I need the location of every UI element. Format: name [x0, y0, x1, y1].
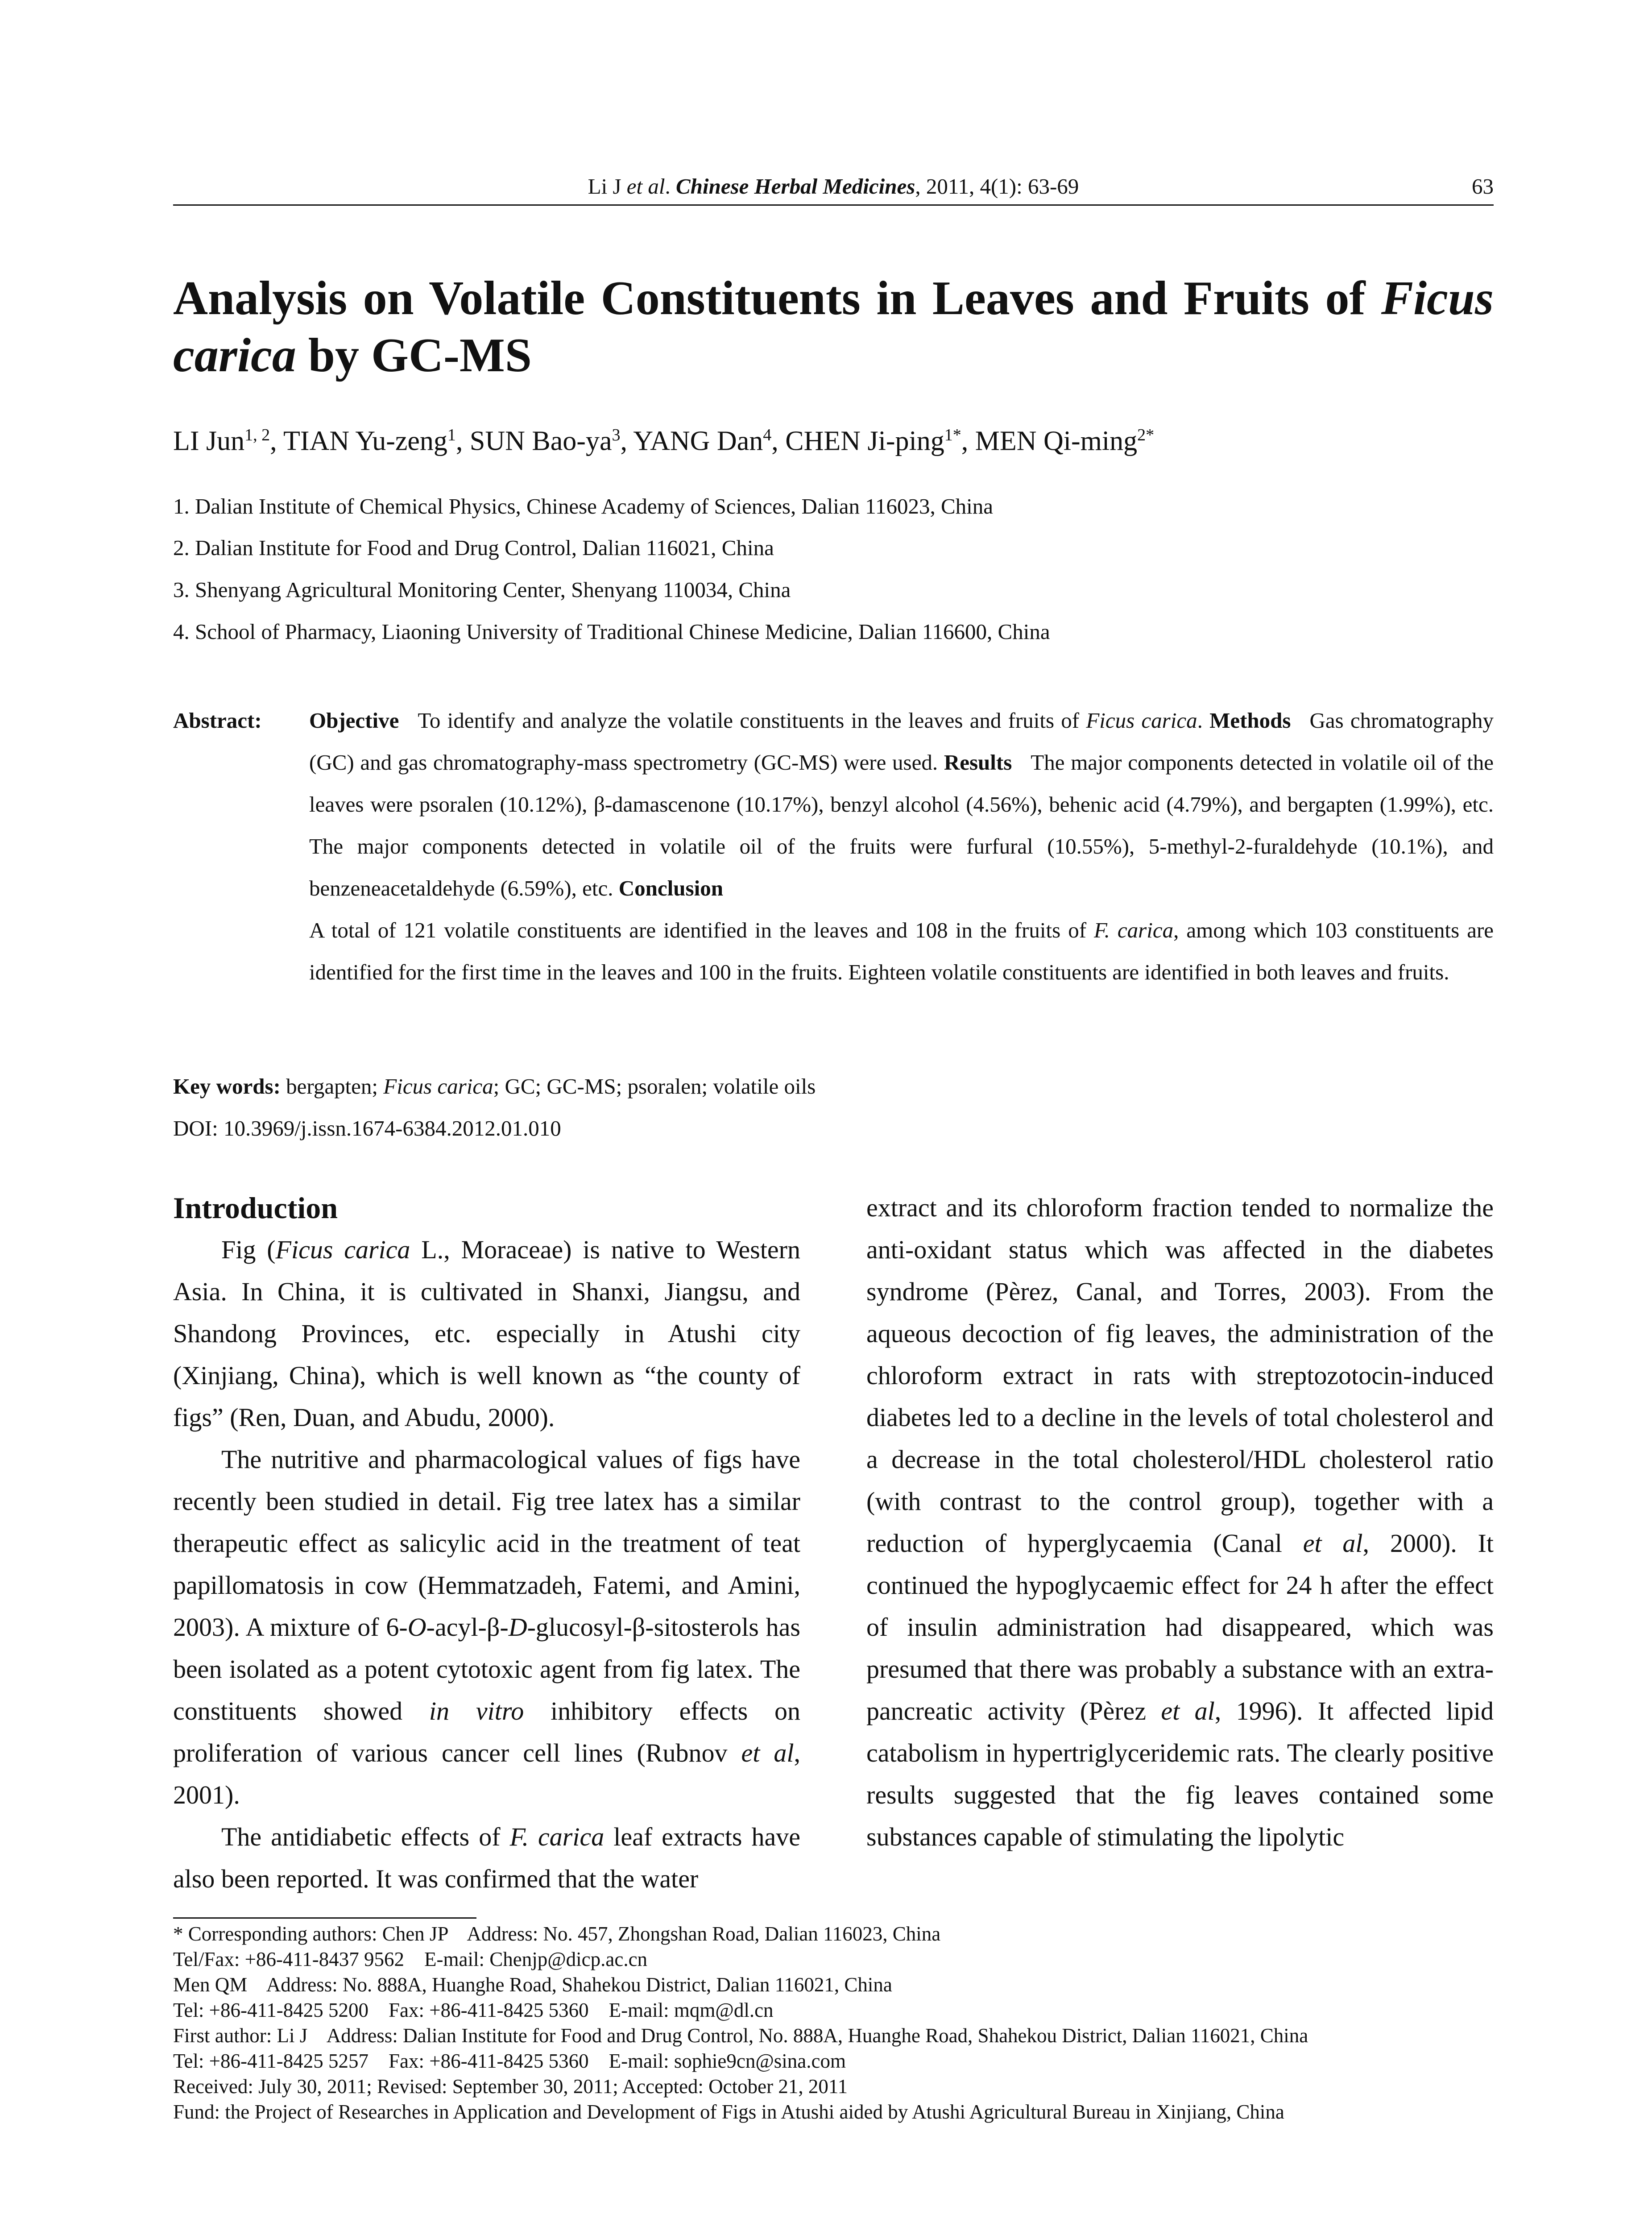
running-head — [173, 173, 1494, 200]
abstract-label: Abstract: — [173, 708, 262, 733]
affiliation-3: 3. Shenyang Agricultural Monitoring Center, Shenyang 110034, China — [173, 577, 791, 602]
italic-run: et al — [1161, 1696, 1215, 1725]
title-text-1: Analysis on Volatile Constituents in Leaves and Fruits of — [173, 272, 1381, 325]
footnotes — [173, 1921, 1494, 2125]
conclusion-text-1: A total of 121 volatile constituents are identified in the leaves and 108 in the fruits of — [309, 918, 1094, 942]
article-title — [173, 270, 1494, 384]
footnote-rule — [173, 1917, 476, 1919]
introduction-heading: Introduction — [173, 1191, 338, 1225]
intro-paragraph-1 — [173, 1229, 800, 1439]
footnote-line: Fund: the Project of Researches in Application and Development of Figs in Atushi aided by Atushi Agricultural Bureau in Xinjiang, China — [173, 2101, 1284, 2123]
author-affil-sup: 3 — [612, 426, 621, 444]
keywords-species: Ficus carica — [383, 1074, 493, 1099]
author-affil-sup: 2* — [1137, 426, 1155, 444]
left-column — [173, 1229, 800, 1900]
intro-paragraph-2 — [173, 1439, 800, 1816]
author-affil-sup: 1 — [447, 426, 456, 444]
text-run: , 2000). It continued the hypoglycaemic effect for 24 h after the effect of insulin administration had disappeared, which was presumed that there was probably a substance with an extra-pancreatic activity (Pèrez — [866, 1529, 1494, 1725]
affiliation-1: 1. Dalian Institute of Chemical Physics, Chinese Academy of Sciences, Dalian 116023, China — [173, 494, 994, 518]
running-head-etal: et al — [626, 174, 665, 199]
text-run: -acyl-β- — [426, 1613, 509, 1642]
author-affil-sup: 4 — [763, 426, 772, 444]
affiliation-2: 2. Dalian Institute for Food and Drug Control, Dalian 116021, China — [173, 535, 774, 560]
italic-run: et al — [1303, 1529, 1363, 1558]
author-name: CHEN Ji-ping — [785, 426, 944, 456]
results-text: The major components detected in volatile oil of the leaves were psoralen (10.12%), β-damascenone (10.17%), benzyl alcohol (4.56%), behenic acid (4.79%), and bergapten (1.99%), etc. The major components detected in volatile oil of the fruits were furfural (10.55%), 5-methyl-2-furaldehyde (10.1%), and benzeneacetaldehyde (6.59%), etc. — [309, 750, 1494, 900]
text-run: L., Moraceae) is native to Western Asia. In China, it is cultivated in Shanxi, Jiangsu, and Shandong Provinces, etc. especially in Atushi city (Xinjiang, China), which is well known as “the county of figs” (Ren, Duan, and Abudu, 2000). — [173, 1235, 800, 1432]
text-run: Fig ( — [221, 1235, 276, 1264]
title-italic-species: Ficus carica — [173, 272, 1494, 382]
results-label: Results — [944, 750, 1012, 775]
keywords — [173, 1071, 1494, 1102]
keywords-text-2: ; GC; GC-MS; psoralen; volatile oils — [493, 1074, 816, 1099]
conclusion-species: F. carica — [1094, 918, 1174, 942]
abstract-body — [309, 700, 1494, 993]
page-number: 63 — [1472, 174, 1494, 199]
methods-label: Methods — [1209, 708, 1291, 733]
doi: DOI: 10.3969/j.issn.1674-6384.2012.01.010 — [173, 1116, 561, 1140]
text-run: , 2001). — [173, 1738, 800, 1809]
running-head-author: Li J — [588, 174, 627, 199]
keywords-text-1: bergapten; — [280, 1074, 384, 1099]
keywords-label: Key words: — [173, 1074, 281, 1099]
author-affil-sup: 1, 2 — [244, 426, 270, 444]
intro-paragraph-3 — [173, 1816, 800, 1900]
italic-run: F. carica — [509, 1822, 604, 1851]
running-head-citation: , 2011, 4(1): 63-69 — [915, 174, 1079, 199]
author-name: TIAN Yu-zeng — [283, 426, 447, 456]
footnote-line: First author: Li J Address: Dalian Institute for Food and Drug Control, No. 888A, Huanghe Road, Shahekou District, Dalian 116021, China — [173, 2024, 1308, 2047]
text-run: , 1996). It affected lipid catabolism in hypertriglyceridemic rats. The clearly positive results suggested that the fig leaves contained some substances capable of stimulating the lipolytic — [866, 1696, 1494, 1851]
footnote-line: Tel/Fax: +86-411-8437 9562 E-mail: Chenjp@dicp.ac.cn — [173, 1948, 648, 1970]
text-run: inhibitory effects on proliferation of various cancer cell lines (Rubnov — [173, 1696, 800, 1767]
italic-run: Ficus carica — [275, 1235, 410, 1264]
author-name: MEN Qi-ming — [975, 426, 1138, 456]
author-list: LI Jun$^{1, 2}$, TIAN Yu-zeng$^1$, SUN Bao-$ya^3$, YANG Dan$^4$, CHEN Ji-ping$^{1*}$, MEN Qi-ming$^{2*}$ — [173, 426, 1155, 456]
right-column — [866, 1187, 1494, 1858]
text-run: The nutritive and pharmacological values of figs have recently been studied in detail. Fig tree latex has a similar therapeutic effect as salicylic acid in the treatment of teat papillomatosis in cow (Hemmatzadeh, Fatemi, and Amini, 2003). A mixture of 6- — [173, 1445, 800, 1642]
methods-text: Gas chromatography (GC) and gas chromatography-mass spectrometry (GC-MS) were used. — [309, 708, 1494, 775]
italic-run: O — [407, 1613, 426, 1642]
footnote-line: Tel: +86-411-8425 5257 Fax: +86-411-8425 5360 E-mail: sophie9cn@sina.com — [173, 2050, 846, 2072]
conclusion-label: Conclusion — [618, 876, 723, 900]
intro-paragraph-3-continued — [866, 1187, 1494, 1858]
title-text-2: by GC-MS — [296, 329, 532, 382]
italic-run: in vitro — [429, 1696, 524, 1725]
author-name: SUN Bao-ya — [469, 426, 612, 456]
footnote-line: Men QM Address: No. 888A, Huanghe Road, Shahekou District, Dalian 116021, China — [173, 1974, 892, 1996]
objective-text: To identify and analyze the volatile constituents in the leaves and fruits of — [418, 708, 1086, 733]
text-run: -glucosyl-β-sitosterols has been isolated as a potent cytotoxic agent from fig latex. The constituents showed — [173, 1613, 800, 1725]
author-affil-sup: 1* — [944, 426, 961, 444]
footnote-line: * Corresponding authors: Chen JP Address: No. 457, Zhongshan Road, Dalian 116023, China — [173, 1923, 941, 1945]
footnote-line: Tel: +86-411-8425 5200 Fax: +86-411-8425 5360 E-mail: mqm@dl.cn — [173, 1999, 774, 2021]
text-run: The antidiabetic effects of — [221, 1822, 510, 1851]
footnote-line: Received: July 30, 2011; Revised: September 30, 2011; Accepted: October 21, 2011 — [173, 2075, 848, 2098]
objective-label: Objective — [309, 708, 399, 733]
objective-end: . — [1197, 708, 1210, 733]
author-name: LI Jun — [173, 426, 245, 456]
affiliation-4: 4. School of Pharmacy, Liaoning University of Traditional Chinese Medicine, Dalian 116600, China — [173, 619, 1050, 644]
header-rule — [173, 204, 1494, 206]
running-head-dot: . — [665, 174, 676, 199]
text-run: leaf extracts have also been reported. It was confirmed that the water — [173, 1822, 800, 1893]
italic-run: D — [508, 1613, 527, 1642]
conclusion-text-2: , among which 103 constituents are identified for the first time in the leaves and 100 in the fruits. Eighteen volatile constituents are identified in both leaves and fruits. — [309, 918, 1494, 984]
text-run: extract and its chloroform fraction tended to normalize the anti-oxidant status which was affected in the diabetes syndrome (Pèrez, Canal, and Torres, 2003). From the aqueous decoction of fig leaves, the administration of the chloroform extract in rats with streptozotocin-induced diabetes led to a decline in the levels of total cholesterol and a decrease in the total cholesterol/HDL cholesterol ratio (with contrast to the control group), together with a reduction of hyperglycaemia (Canal — [866, 1193, 1494, 1558]
author-name: YANG Dan — [633, 426, 763, 456]
italic-run: et al — [741, 1738, 794, 1767]
running-head-journal: Chinese Herbal Medicines — [676, 174, 915, 199]
objective-species: Ficus carica — [1086, 708, 1197, 733]
